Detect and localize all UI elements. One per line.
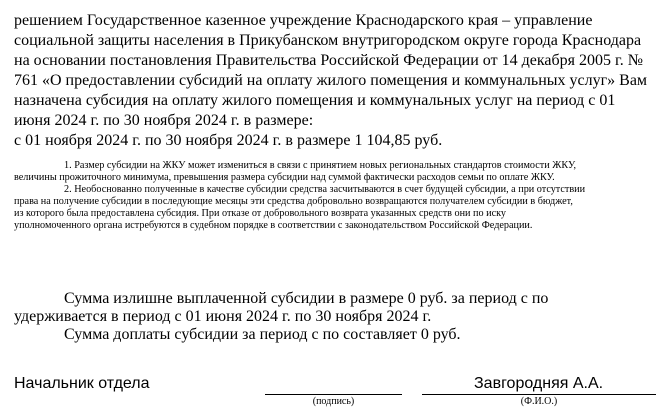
body-line-5: назначена субсидия на оплату жилого помещения и коммунальных услуг на период с 01	[14, 92, 616, 109]
note-2-line-2: права на получение субсидии в последующие месяцы эти средства добровольно возвращаются получателем субсидии в бюджет,	[14, 196, 573, 207]
note-1-line-1: 1. Размер субсидии на ЖКУ может измениться в связи с принятием новых региональных стандартов стоимости ЖКУ,	[64, 160, 577, 171]
additional-payment-line: Сумма доплаты субсидии за период с по составляет 0 руб.	[64, 326, 461, 343]
note-2-line-4: уполномоченного органа истребуются в судебном порядке в соответствии с законодательством Российской Федерации.	[14, 220, 533, 231]
body-line-1: решением Государственное казенное учреждение Краснодарского края – управление	[14, 12, 593, 29]
subsidy-amount-line: с 01 ноября 2024 г. по 30 ноября 2024 г. в размере 1 104,85 руб.	[14, 132, 443, 149]
signature-caption: (подпись)	[312, 396, 355, 407]
note-2-line-1: 2. Необоснованно полученные в качестве субсидии средства засчитываются в счет будущей субсидии, а при отсутствии	[64, 184, 586, 195]
position-title: Начальник отдела	[14, 375, 150, 392]
body-line-4: 761 «О предоставлении субсидий на оплату жилого помещения и коммунальных услуг» Вам	[14, 72, 648, 89]
signature-line	[265, 394, 402, 395]
body-line-2: социальной защиты населения в Прикубанском внутригородском округе города Краснодара	[14, 32, 642, 49]
name-caption: (Ф.И.О.)	[520, 396, 558, 407]
overpaid-subsidy-line: Сумма излишне выплаченной субсидии в размере 0 руб. за период с по	[64, 290, 549, 307]
body-line-3: на основании постановления Правительства Российской Федерации от 14 декабря 2005 г. №	[14, 52, 643, 69]
signer-name: Завгородняя А.А.	[474, 375, 604, 392]
body-line-6: июня 2024 г. по 30 ноября 2024 г. в размере:	[14, 112, 314, 129]
note-1-line-2: величины прожиточного минимума, превышения размера субсидии над суммой фактически расходов семьи по оплате ЖКУ.	[14, 172, 555, 183]
withholding-period-line: удерживается в период с 01 июня 2024 г. по 30 ноября 2024 г.	[14, 308, 432, 325]
name-line	[422, 394, 656, 395]
note-2-line-3: из которого была предоставлена субсидия. При отказе от добровольного возврата указанных средств они по иску	[14, 208, 507, 219]
